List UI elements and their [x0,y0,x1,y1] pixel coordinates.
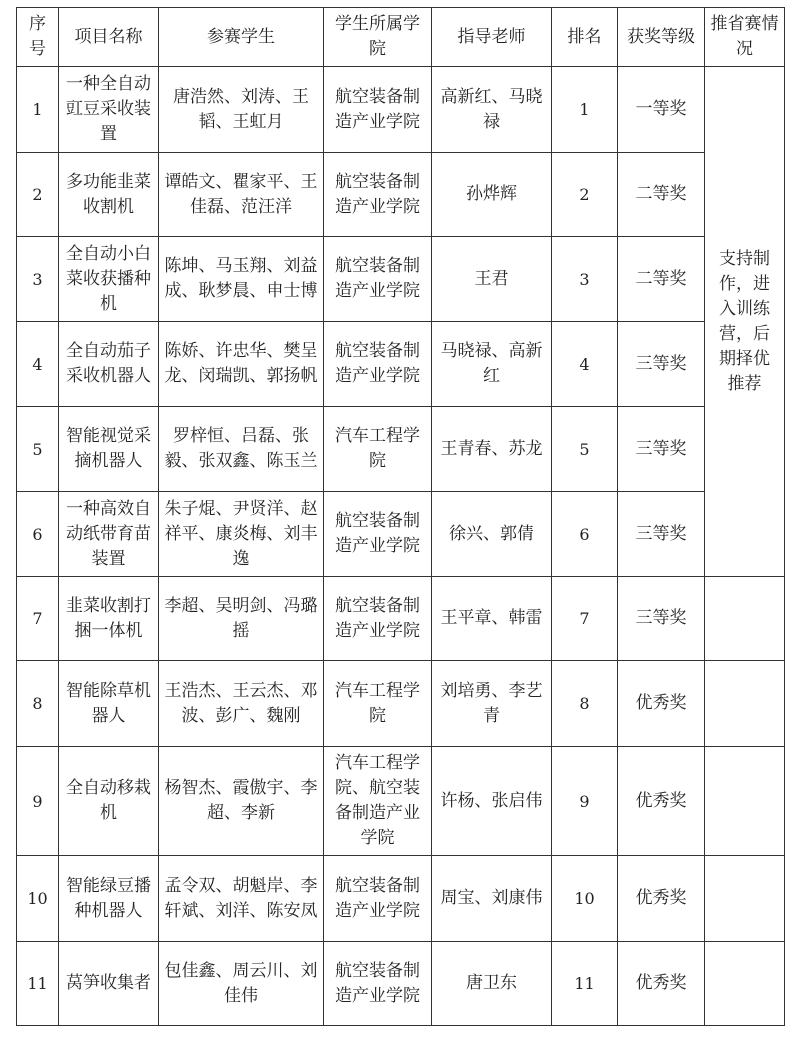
row-index: 7 [17,577,59,661]
row-award: 优秀奖 [618,856,705,942]
row-index: 8 [17,661,59,747]
table-row [17,942,785,1026]
table-row [17,661,785,747]
row-award: 三等奖 [618,407,705,492]
row-recommend-empty [705,856,785,942]
row-college: 航空装备制造产业学院 [324,153,432,237]
row-students: 陈娇、许忠华、樊呈龙、闵瑞凯、郭扬帆 [159,322,324,407]
row-award: 优秀奖 [618,661,705,747]
row-award: 二等奖 [618,237,705,322]
row-teachers: 王平章、韩雷 [432,577,552,661]
table-row [17,407,785,492]
table-row [17,492,785,577]
row-college: 航空装备制造产业学院 [324,942,432,1026]
row-teachers: 王青春、苏龙 [432,407,552,492]
table-row [17,237,785,322]
row-index: 10 [17,856,59,942]
row-teachers: 唐卫东 [432,942,552,1026]
row-students: 包佳鑫、周云川、刘佳伟 [159,942,324,1026]
row-teachers: 马晓禄、高新红 [432,322,552,407]
row-rank: 2 [552,153,618,237]
row-college: 航空装备制造产业学院 [324,237,432,322]
row-award: 三等奖 [618,322,705,407]
table-row [17,67,785,153]
row-students: 杨智杰、霞傲宇、李超、李新 [159,747,324,856]
row-index: 4 [17,322,59,407]
row-rank: 1 [552,67,618,153]
row-project: 全自动茄子采收机器人 [59,322,159,407]
table-row [17,153,785,237]
row-students: 陈坤、马玉翔、刘益成、耿梦晨、申士博 [159,237,324,322]
row-students: 孟令双、胡魁岸、李轩斌、刘洋、陈安凤 [159,856,324,942]
row-college: 航空装备制造产业学院 [324,492,432,577]
row-students: 谭皓文、瞿家平、王佳磊、范汪洋 [159,153,324,237]
row-award: 三等奖 [618,492,705,577]
row-index: 3 [17,237,59,322]
row-teachers: 许杨、张启伟 [432,747,552,856]
row-project: 一种高效自动纸带育苗装置 [59,492,159,577]
row-students: 朱子焜、尹贤洋、赵祥平、康炎梅、刘丰逸 [159,492,324,577]
row-project: 韭菜收割打捆一体机 [59,577,159,661]
award-table [16,7,785,1026]
row-college: 航空装备制造产业学院 [324,856,432,942]
row-index: 11 [17,942,59,1026]
row-college: 汽车工程学院、航空装备制造产业学院 [324,747,432,856]
header-students: 参赛学生 [159,8,324,67]
row-project: 智能视觉采摘机器人 [59,407,159,492]
row-students: 罗梓恒、吕磊、张毅、张双鑫、陈玉兰 [159,407,324,492]
row-index: 5 [17,407,59,492]
row-index: 9 [17,747,59,856]
row-index: 2 [17,153,59,237]
row-recommend-empty [705,747,785,856]
row-rank: 5 [552,407,618,492]
row-award: 三等奖 [618,577,705,661]
row-project: 智能绿豆播种机器人 [59,856,159,942]
table-row [17,747,785,856]
row-teachers: 王君 [432,237,552,322]
row-award: 优秀奖 [618,942,705,1026]
table-row [17,856,785,942]
row-college: 汽车工程学院 [324,407,432,492]
row-project: 全自动小白菜收获播种机 [59,237,159,322]
row-project: 多功能韭菜收割机 [59,153,159,237]
row-teachers: 孙烨辉 [432,153,552,237]
row-students: 王浩杰、王云杰、邓波、彭广、魏刚 [159,661,324,747]
header-index: 序号 [17,8,59,67]
header-recommend: 推省赛情况 [705,8,785,67]
row-index: 6 [17,492,59,577]
row-recommend-empty [705,942,785,1026]
header-project: 项目名称 [59,8,159,67]
header-award: 获奖等级 [618,8,705,67]
row-rank: 8 [552,661,618,747]
row-project: 莴笋收集者 [59,942,159,1026]
table-row [17,577,785,661]
header-college: 学生所属学院 [324,8,432,67]
row-rank: 3 [552,237,618,322]
table-row [17,322,785,407]
row-college: 航空装备制造产业学院 [324,577,432,661]
row-rank: 10 [552,856,618,942]
header-teachers: 指导老师 [432,8,552,67]
row-teachers: 高新红、马晓禄 [432,67,552,153]
row-recommend-empty [705,661,785,747]
row-students: 李超、吴明剑、冯璐摇 [159,577,324,661]
row-rank: 9 [552,747,618,856]
row-project: 智能除草机器人 [59,661,159,747]
row-project: 全自动移栽机 [59,747,159,856]
row-rank: 7 [552,577,618,661]
row-college: 航空装备制造产业学院 [324,322,432,407]
row-teachers: 刘培勇、李艺青 [432,661,552,747]
row-award: 二等奖 [618,153,705,237]
row-college: 航空装备制造产业学院 [324,67,432,153]
row-award: 优秀奖 [618,747,705,856]
row-rank: 11 [552,942,618,1026]
row-rank: 4 [552,322,618,407]
header-rank: 排名 [552,8,618,67]
row-project: 一种全自动豇豆采收装置 [59,67,159,153]
row-award: 一等奖 [618,67,705,153]
row-teachers: 周宝、刘康伟 [432,856,552,942]
row-teachers: 徐兴、郭倩 [432,492,552,577]
row-recommend-empty [705,577,785,661]
row-students: 唐浩然、刘涛、王韬、王虹月 [159,67,324,153]
row-index: 1 [17,67,59,153]
recommend-note: 支持制作，进入训练营，后期择优推荐 [705,67,785,577]
header-row [17,8,785,67]
row-college: 汽车工程学院 [324,661,432,747]
table-body [17,67,785,1026]
row-rank: 6 [552,492,618,577]
